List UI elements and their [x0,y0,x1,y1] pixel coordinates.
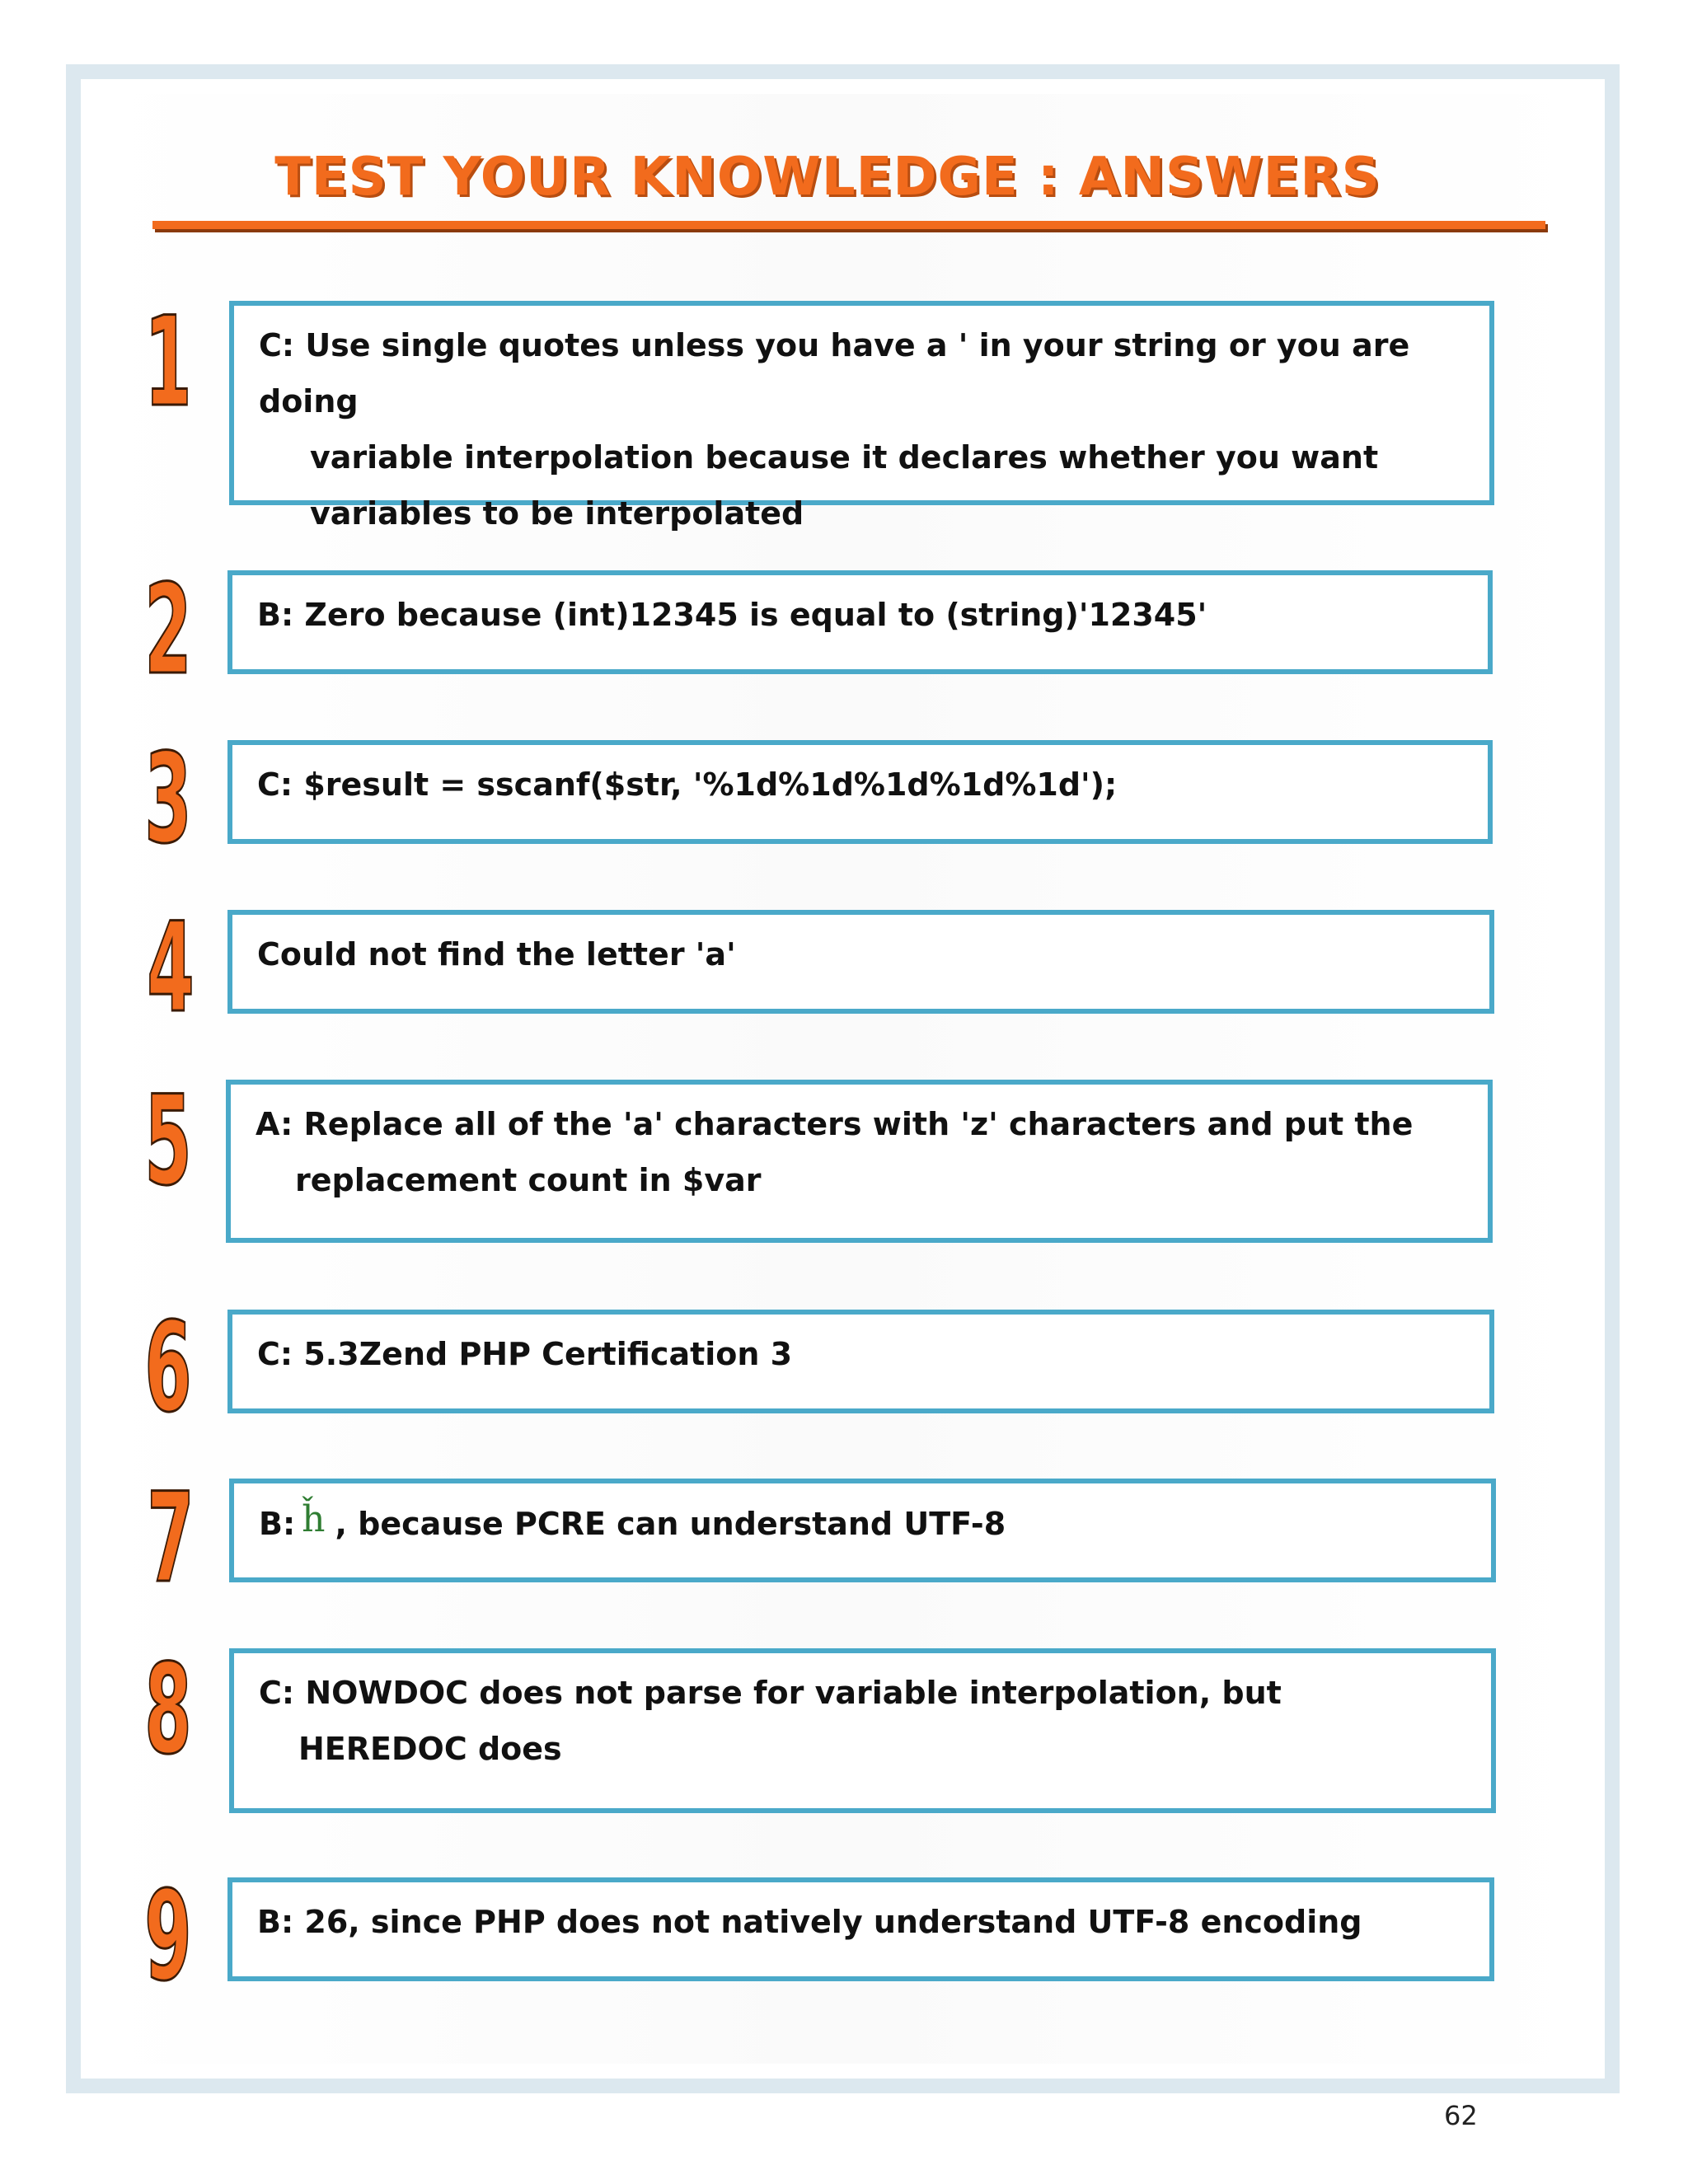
answer-text-5 [256,1096,1471,1208]
answer-number-3: 3 [144,728,192,871]
answer-number-7: 7 [147,1467,195,1610]
answer-text-4 [257,926,1473,982]
answer-number-1: 1 [144,291,192,434]
answer-number-9: 9 [144,1865,192,2008]
answer-line: C: $result = sscanf($str, '%1d%1d%1d%1d%1d'); [257,766,1118,803]
answer-box-3 [227,740,1493,844]
answer-box-4 [227,910,1494,1014]
answer-text-6 [257,1326,1473,1382]
title-underline [152,221,1545,229]
page-title: TEST YOUR KNOWLEDGE : ANSWERS [274,147,1381,208]
answer-line: C: NOWDOC does not parse for variable interpolation, but [259,1675,1282,1711]
answer-line: Could not find the letter 'a' [257,936,736,972]
answer-box-2 [227,570,1493,674]
page-number: 62 [1444,2100,1478,2131]
answer-number-2: 2 [144,559,192,702]
answer-text-2 [257,587,1471,643]
answer-line: HEREDOC does [298,1731,562,1767]
answer-box-5 [226,1080,1493,1243]
answer-box-9 [227,1877,1494,1981]
answer-text-3 [257,757,1471,813]
answer-box-6 [227,1310,1494,1413]
answer-box-8 [229,1648,1496,1813]
answer-number-5: 5 [144,1070,192,1213]
answer-number-8: 8 [144,1638,192,1782]
answer-line: B: 26, since PHP does not natively understand UTF-8 encoding [257,1904,1362,1940]
answer-text-9 [257,1894,1473,1950]
answer-line: C: 5.3Zend PHP Certification 3 [257,1336,793,1372]
answer-box-1 [229,301,1494,532]
answer-text-7 [259,1495,1475,1552]
h-caron-glyph-icon: ȟ [302,1498,326,1540]
answer-prefix: B: [259,1506,296,1542]
answer-number-4: 4 [147,897,195,1040]
answer-line: variable interpolation because it declares whether you want [310,439,1379,476]
answer-number-6: 6 [144,1296,192,1440]
answer-box-7 [229,1479,1496,1582]
answer-line: replacement count in $var [295,1162,762,1198]
answer-line: variables to be interpolated [310,495,804,532]
answer-suffix: , because PCRE can understand UTF-8 [335,1506,1006,1542]
answer-text-1 [259,317,1473,541]
answer-line: A: Replace all of the 'a' characters with 'z' characters and put the [256,1106,1414,1142]
answer-line: C: Use single quotes unless you have a ' in your string or you are doing [259,327,1410,419]
answer-text-8 [259,1665,1475,1777]
answer-line: B: Zero because (int)12345 is equal to (string)'12345' [257,597,1207,633]
